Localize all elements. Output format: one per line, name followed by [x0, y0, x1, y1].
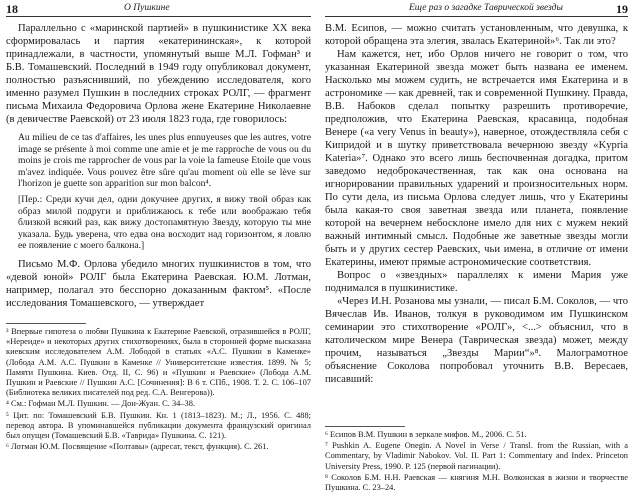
right-page-number: 19 — [616, 2, 628, 16]
right-body — [325, 22, 628, 386]
right-footnotes — [325, 430, 628, 494]
footnote: ⁴ См.: Гофман М.Л. Пушкин. — Дон-Жуан. С. 34–38. — [6, 399, 195, 409]
footnote: ⁵ Цит. по: Томашевский Б.В. Пушкин. Кн. 1 (1813–1823). М.; Л., 1956. С. 488; перевод автора. В упоминавшейся публикации документа французский оригинал был опущен (Томашевский Б.В. «Таврида» Пушкина. С. 121). — [6, 410, 311, 441]
right-header-rule — [325, 16, 628, 17]
left-header-rule — [6, 16, 311, 17]
left-body — [6, 22, 311, 310]
right-running-header — [325, 3, 628, 17]
right-paragraph: Вопрос о «звездных» параллелях к имени Мария уже поднимался в пушкинистике. — [325, 270, 628, 294]
right-running-head: Еще раз о загадке Таврической звезды — [409, 3, 563, 13]
left-running-header — [6, 3, 311, 17]
left-running-head: О Пушкине — [124, 3, 170, 13]
footnote: ³ Впервые гипотеза о любви Пушкина к Екатерине Раевской, отразившейся в РОЛГ, «Нереиде» и некоторых других стихотворениях, была в сторонней форме высказана киевским исследователем А.М. Лободой в статьях «А.С. Пушкин в Каменке» (Лобода А.М. А.С. Пушкин в Каменке // Университетские известия. 1899. № 5; Памяти Пушкина. Киев. Отд. II, С. 96) и «Пушкин и Раевские» (Лобода А.М. Пушкин и Раевские // Пушкин А.С. [Сочинения]: В 6 т. СПб., 1908. Т. 2. С. 106–107 (Библиотека великих писателей под ред. С.А. Венгерова)). — [6, 327, 311, 398]
left-paragraph: Параллельно с «маринской партией» в пушкинистике XX века сформировалась и партия «екатерининская», к которой принадлежали, в частности, упомянутый выше М.Л. Гофман³ и Б.В. Томашевский. Последний в 1949 году опубликовал документ, полностью разъяснивший, по убеждению исследователя, кого именно разумел Пушкин в последних строках РОЛГ, — фрагмент письма Михаила Федоровича Орлова жене Екатерине Николаевне (в девичестве Раевской) от 23 июля 1823 года, где говорилось: — [6, 23, 311, 125]
left-paragraph-after-quote: Письмо М.Ф. Орлова убедило многих пушкинистов в том, что «девой юной» РОЛГ была Екатерина Раевская. Ю.М. Лотман, например, полагал это бесспорно доказанным фактом⁵. «После исследования Томашевского, — утверждает — [6, 258, 311, 309]
right-footnote-rule — [325, 426, 405, 427]
left-footnotes — [6, 327, 311, 453]
footnote: ⁸ Соколов Б.М. Н.Н. Раевская — княгиня М.Н. Волконская в жизни и творчестве Пушкина. С. 23–24. — [325, 472, 628, 493]
french-quote: Au milieu de ce tas d'affaires, les unes plus ennuyeuses que les autres, votre image se présente à moi comme une amie et je me rapproche de vous ou du moins je crois me rapprocher de vous par la voie la fameuse Etoile que vous m'avez indiquée. Vous pouvez être sûre qu'au moment où elle se lève sur l'horizon je guette son apparition sur mon balcon⁴. — [18, 132, 311, 190]
footnote: ⁷ Pushkin A. Eugene Onegin. A Novel in Verse / Transl. from the Russian, with a Commentary, by Vladimir Nabokov. Vol. II. Part 1: Commentary and Index. Princeton University Press, 1990. P. 125 (первой пагинации). — [325, 441, 628, 471]
footnote: ⁶ Лотман Ю.М. Посвящение «Полтавы» (адресат, текст, функция). С. 261. — [6, 442, 269, 452]
right-paragraph: Нам кажется, нет, ибо Орлов ничего не говорит о том, что указанная Екатериной звезда может быть названа ее именем. Насколько мы можем судить, не встречается имя Екатерина и в астрономике — как древней, так и современной Пушкину. Правда, В.В. Набоков сделал попытку разрешить противоречие, предположив, что Екатерина Раевская, красавица, подобная Венере («a very Venus in beauty»), наверное, отождествляла себя с Кипридой и в шутку приветствовала вечернюю звезду «Kypria Kateria»⁷. Однако это всего лишь беспочвенная догадка, притом заведомо недоброкачественная, так как она основана на игнорировании правильных ударений и произносительных норм. По сути дела, из письма Орлова следует лишь, что у Екатерины была какая-то своя заветная звезда или планета, появление которой на вечернем небосклоне имело для них с мужем некий важный интимный смысл. Подобные же заветные звезды могли быть и у других сестер Раевских, чьи имена, в отличие от имени Екатерины, имеют прямые астрономические соответствия. — [325, 49, 628, 268]
left-footnote-rule — [6, 323, 86, 324]
right-paragraph: В.М. Есипов, — можно считать установленным, что девушка, к которой обращена эта элегия, звалась Екатериной»⁶. Так ли это? — [325, 23, 628, 47]
right-paragraph: «Через И.Н. Розанова мы узнали, — писал Б.М. Соколов, — что Вячеслав Ив. Иванов, толкуя в руководимом им Пушкинском семинарии это стихотворение «РОЛГ», <...> объяснил, что в католическом мире Венера (Таврическая звезда) может, между прочим, называться „Звезды Марии“»⁸. Малограмотное объяснение Соколова попробовал уточнить В.В. Вересаев, писавший: — [325, 296, 628, 385]
left-page-number: 18 — [6, 2, 18, 16]
right-page — [317, 0, 634, 504]
quote-translation: [Пер.: Среди кучи дел, одни докучнее других, я вижу твой образ как образ милой подруги и приближаюсь к тебе или воображаю тебя близкой всякий раз, как вижу достопамятную Звезду, которую ты мне указала. Будь уверена, что едва она восходит над горизонтом, я ловлю ее появление с моего балкона.] — [18, 193, 311, 252]
footnote: ⁶ Есипов В.М. Пушкин в зеркале мифов. М., 2006. С. 51. — [325, 430, 527, 439]
